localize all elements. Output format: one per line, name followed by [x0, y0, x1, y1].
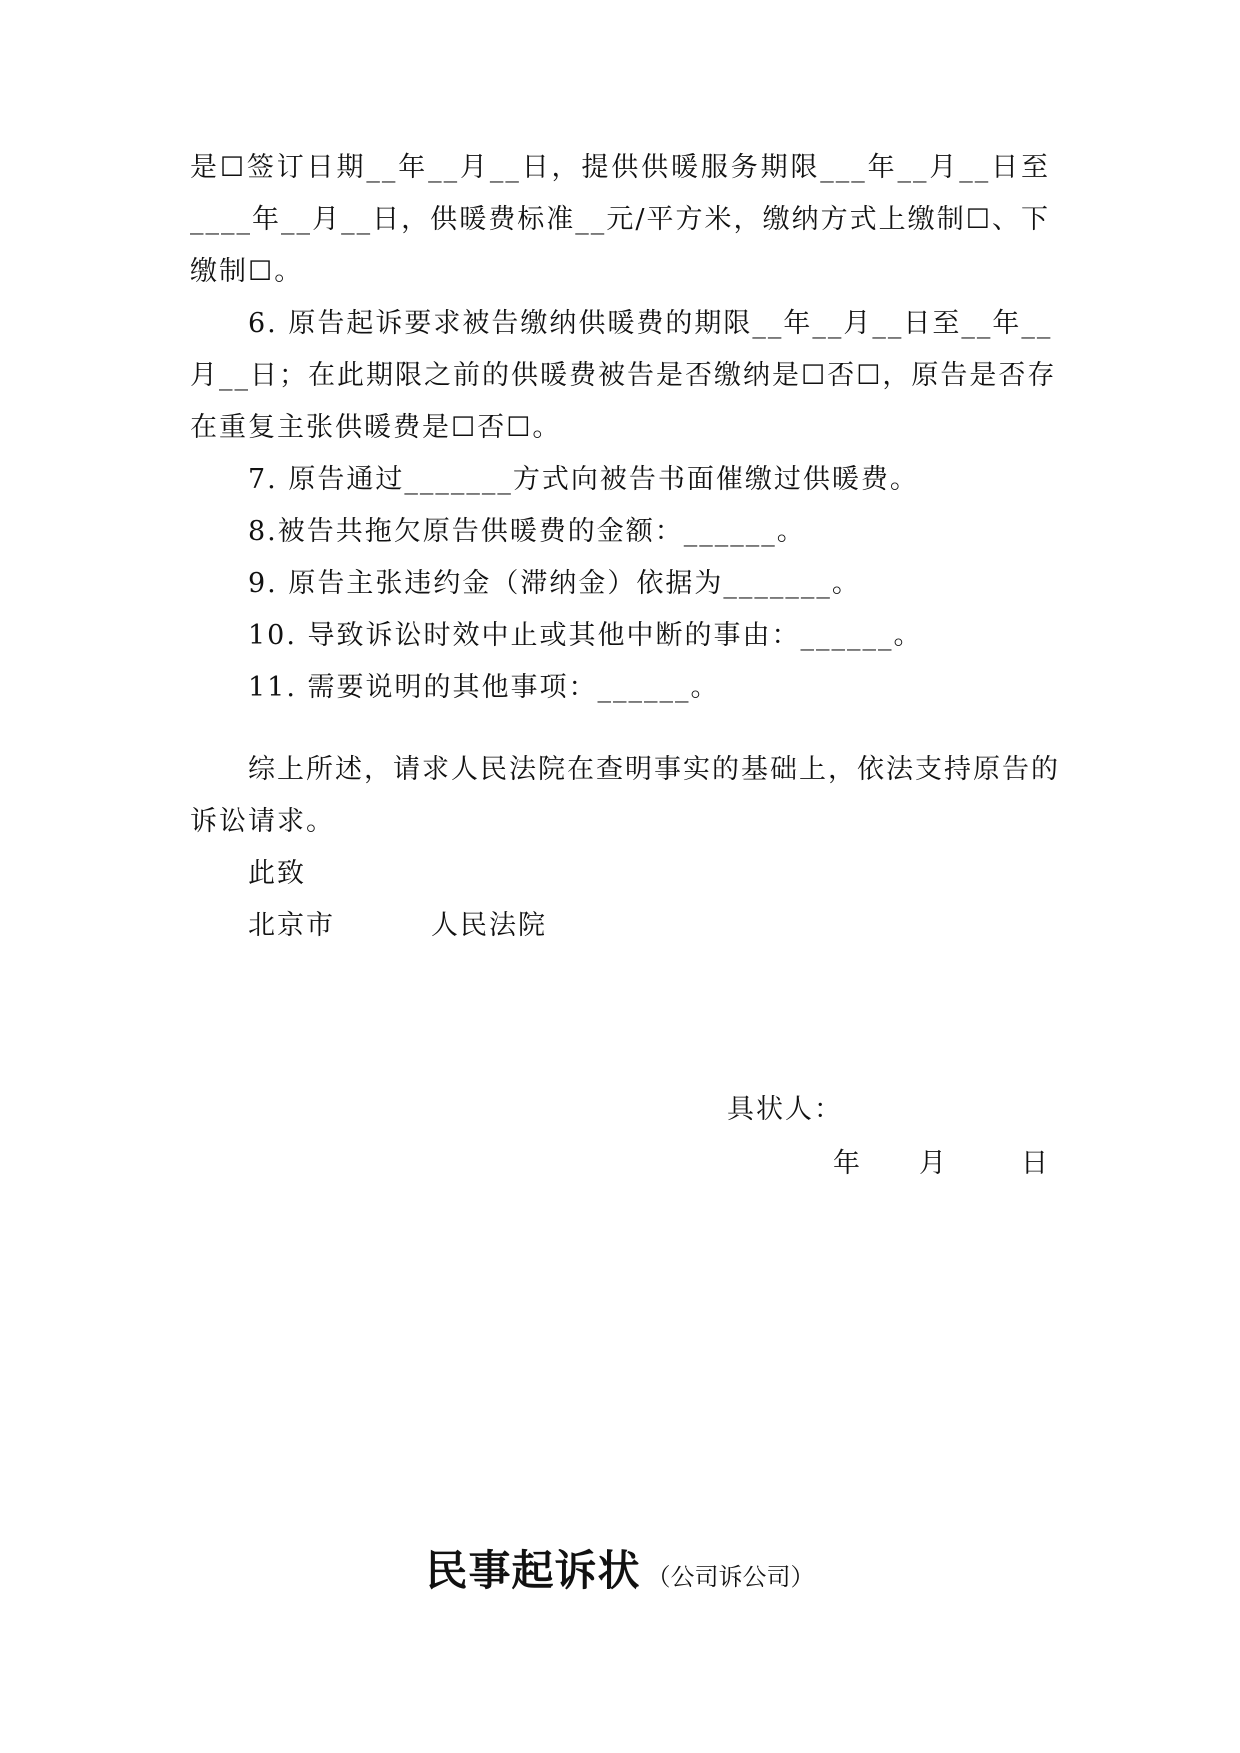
date-day: 日: [1021, 1148, 1050, 1179]
date-year: 年: [833, 1148, 862, 1179]
item-11: 11. 需要说明的其他事项：______。: [248, 672, 720, 703]
conclusion-line-2: 诉讼请求。: [190, 806, 335, 837]
next-page-title: [0, 1538, 1240, 1598]
item-6-line-3: 在重复主张供暖费是☐否☐。: [190, 412, 562, 443]
item-9: 9. 原告主张违约金（滞纳金）依据为_______。: [248, 568, 861, 599]
salutation: 此致: [248, 858, 306, 889]
date-month: 月: [919, 1148, 948, 1179]
court-suffix: 人民法院: [431, 910, 547, 941]
court-name: [248, 908, 1050, 944]
text-line-2: ____年__月__日，供暖费标准__元/平方米，缴纳方式上缴制☐、下: [190, 204, 1050, 235]
item-6-line-2: 月__日；在此期限之前的供暖费被告是否缴纳是☐否☐，原告是否存: [190, 360, 1057, 391]
item-7: 7. 原告通过_______方式向被告书面催缴过供暖费。: [248, 464, 919, 495]
conclusion-line-1: 综上所述，请求人民法院在查明事实的基础上，依法支持原告的: [248, 754, 1060, 785]
court-prefix: 北京市: [248, 910, 335, 941]
title-sub: （公司诉公司）: [646, 1563, 815, 1591]
item-8: 8.被告共拖欠原告供暖费的金额：______。: [248, 516, 806, 547]
signature-label: 具状人：: [727, 1094, 843, 1125]
item-6-line-1: 6. 原告起诉要求被告缴纳供暖费的期限__年__月__日至__年__: [248, 308, 1053, 339]
text-line-1: 是☐签订日期__年__月__日，提供供暖服务期限___年__月__日至: [190, 152, 1050, 183]
text-line-3: 缴制☐。: [190, 256, 304, 287]
title-main: 民事起诉状: [425, 1546, 641, 1595]
item-10: 10. 导致诉讼时效中止或其他中断的事由：______。: [248, 620, 923, 651]
